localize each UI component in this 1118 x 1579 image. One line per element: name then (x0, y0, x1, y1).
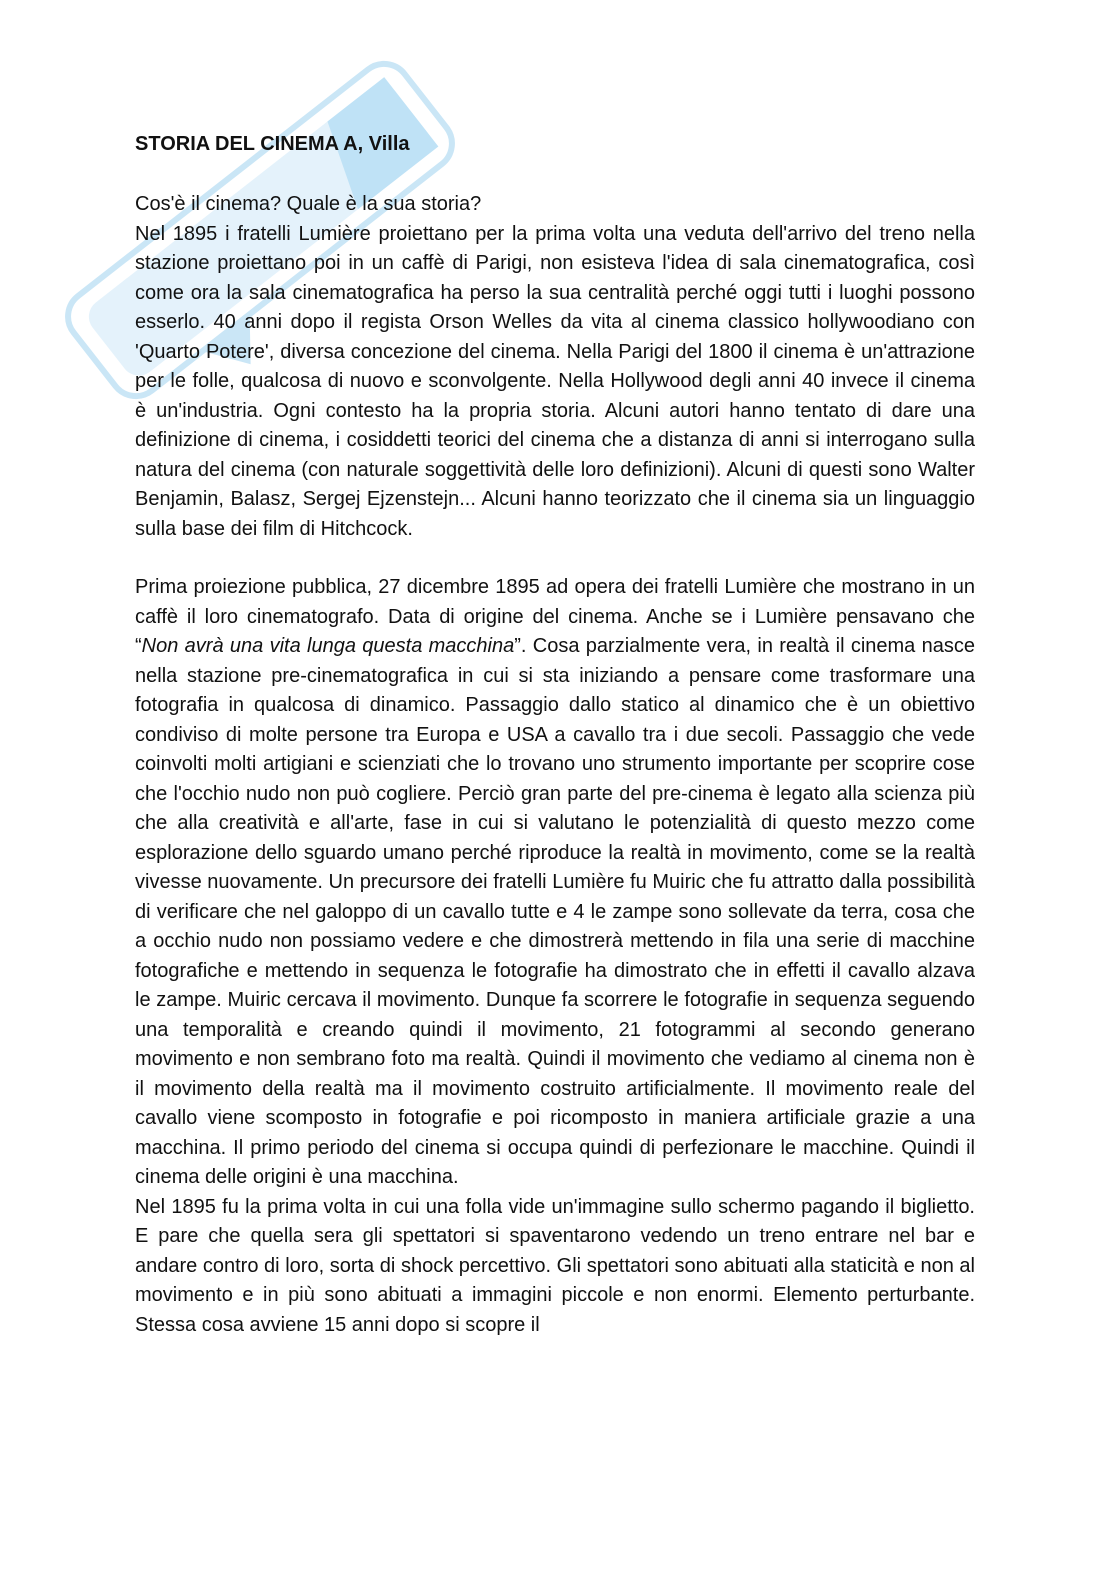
paragraph-first-projection-start: Prima proiezione pubblica, 27 dicembre 1895 ad opera dei fratelli Lumière che mostrano in un caffè il loro cinematografo. Data di origine del cinema. Anche se i Lumière pensavano che “ (135, 576, 975, 657)
document-body (135, 130, 975, 1340)
paragraph-first-projection (135, 573, 975, 1193)
paragraph-lumiere-history: Nel 1895 i fratelli Lumière proiettano per la prima volta una veduta dell'arrivo del treno nella stazione proiettano poi in un caffè di Parigi, non esisteva l'idea di sala cinematografica, così come ora la sala cinematografica ha perso la sua centralità perché oggi tutti i luoghi possono esserlo. 40 anni dopo il regista Orson Welles da vita al cinema classico hollywoodiano con 'Quarto Potere', diversa concezione del cinema. Nella Parigi del 1800 il cinema è un'attrazione per le folle, qualcosa di nuovo e sconvolgente. Nella Hollywood degli anni 40 invece il cinema è un'industria. Ogni contesto ha la propria storia. Alcuni autori hanno tentato di dare una definizione di cinema, i cosiddetti teorici del cinema che a distanza di anni si interrogano sulla natura del cinema (con naturale soggettività delle loro definizioni). Alcuni di questi sono Walter Benjamin, Balasz, Sergej Ejzenstejn... Alcuni hanno teorizzato che il cinema sia un linguaggio sulla base dei film di Hitchcock. (135, 222, 975, 540)
paragraph-spacer (135, 544, 975, 573)
document-title: STORIA DEL CINEMA A, Villa (135, 133, 410, 155)
intro-question: Cos'è il cinema? Quale è la sua storia? (135, 193, 482, 215)
paragraph-first-projection-rest: ”. Cosa parzialmente vera, in realtà il cinema nasce nella stazione pre-cinematografica in cui si sta iniziando a pensare come trasformare una fotografia in qualcosa di dinamico. Passaggio dallo statico al dinamico che è un obiettivo condiviso di molte persone tra Europa e USA a cavallo tra i due secoli. Passaggio che vede coinvolti molti artigiani e scienziati che lo trovano uno strumento importante per scoprire cose che l'occhio nudo non può cogliere. Perciò gran parte del pre-cinema è legato alla scienza più che alla creatività e all'arte, fase in cui si valutano le potenzialità di questo mezzo come esplorazione dello sguardo umano perché riproduce la realtà in movimento, come se la realtà vivesse nuovamente. Un precursore dei fratelli Lumière fu Muiric che fu attratto dalla possibilità di verificare che nel galoppo di un cavallo tutte e 4 le zampe sono sollevate da terra, cosa che a occhio nudo non possiamo vedere e che dimostrerà mettendo in fila una serie di macchine fotografiche e mettendo in sequenza le fotografie ha dimostrato che in effetti il cavallo alzava le zampe. Muiric cercava il movimento. Dunque fa scorrere le fotografie in sequenza seguendo una temporalità e creando quindi il movimento, 21 fotogrammi al secondo generano movimento e non sembrano foto ma realtà. Quindi il movimento che vediamo al cinema non è il movimento della realtà ma il movimento costruito artificialmente. Il movimento reale del cavallo viene scomposto in fotografie e poi ricomposto in maniera artificiale grazie a una macchina. Il primo periodo del cinema si occupa quindi di perfezionare le macchine. Quindi il cinema delle origini è una macchina. (135, 635, 975, 1188)
paragraph-first-audience: Nel 1895 fu la prima volta in cui una folla vide un'immagine sullo schermo pagando il biglietto. E pare che quella sera gli spettatori si spaventarono vedendo un treno entrare nel bar e andare contro di loro, sorta di shock percettivo. Gli spettatori sono abituati alla staticità e non al movimento e in più sono abituati a immagini piccole e non enormi. Elemento perturbante. Stessa cosa avviene 15 anni dopo si scopre il (135, 1195, 975, 1336)
lumiere-quote: Non avrà una vita lunga questa macchina (141, 635, 515, 657)
